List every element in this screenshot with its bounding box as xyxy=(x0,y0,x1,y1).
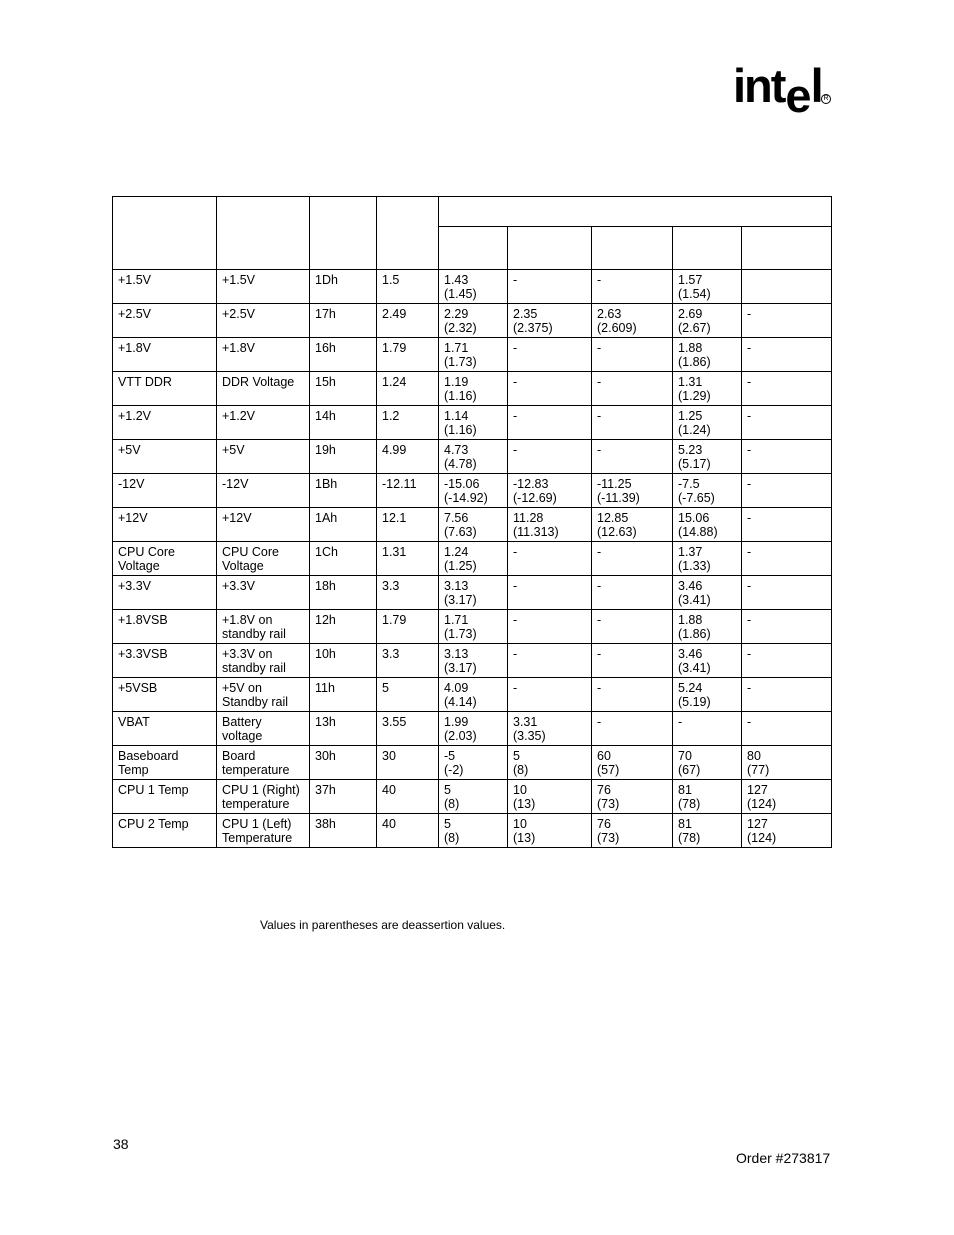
table-cell: -12V xyxy=(217,474,310,508)
table-cell: - xyxy=(742,338,832,372)
table-cell: +5VSB xyxy=(113,678,217,712)
table-cell: +1.8V on standby rail xyxy=(217,610,310,644)
table-row xyxy=(113,542,832,576)
table-cell: 1.24 xyxy=(377,372,439,406)
table-row xyxy=(113,814,832,848)
header-cell xyxy=(673,227,742,270)
table-cell: 10 (13) xyxy=(508,814,592,848)
table-cell: - xyxy=(742,712,832,746)
table-cell: - xyxy=(508,576,592,610)
header-row-1 xyxy=(113,197,832,227)
table-row xyxy=(113,678,832,712)
table-cell: CPU 2 Temp xyxy=(113,814,217,848)
table-cell: +1.5V xyxy=(113,270,217,304)
table-cell: - xyxy=(508,610,592,644)
table-cell: -12.11 xyxy=(377,474,439,508)
table-cell: 12.1 xyxy=(377,508,439,542)
table-cell: 4.73 (4.78) xyxy=(439,440,508,474)
table-cell: 14h xyxy=(310,406,377,440)
table-cell: +12V xyxy=(217,508,310,542)
table-cell: 1Ch xyxy=(310,542,377,576)
table-row xyxy=(113,440,832,474)
table-cell: 40 xyxy=(377,780,439,814)
table-cell: - xyxy=(742,304,832,338)
table-cell xyxy=(742,270,832,304)
table-cell: 12h xyxy=(310,610,377,644)
table-cell: - xyxy=(592,644,673,678)
header-cell-thresholds xyxy=(439,197,832,227)
table-cell: 1.2 xyxy=(377,406,439,440)
header-cell xyxy=(439,227,508,270)
table-row xyxy=(113,508,832,542)
table-cell: - xyxy=(592,270,673,304)
table-cell: -5 (-2) xyxy=(439,746,508,780)
table-cell: 2.69 (2.67) xyxy=(673,304,742,338)
table-cell: 1.31 xyxy=(377,542,439,576)
table-cell: 1.25 (1.24) xyxy=(673,406,742,440)
table-cell: 2.29 (2.32) xyxy=(439,304,508,338)
header-cell xyxy=(217,197,310,270)
header-cell xyxy=(592,227,673,270)
table-cell: CPU Core Voltage xyxy=(113,542,217,576)
table-cell: - xyxy=(742,508,832,542)
logo-text-l: l xyxy=(810,59,822,112)
table-cell: - xyxy=(592,712,673,746)
table-row xyxy=(113,610,832,644)
table-cell: Board temperature xyxy=(217,746,310,780)
table-cell: +3.3VSB xyxy=(113,644,217,678)
table-cell: 30 xyxy=(377,746,439,780)
table-cell: - xyxy=(742,542,832,576)
header-cell xyxy=(508,227,592,270)
table-cell: 60 (57) xyxy=(592,746,673,780)
table-cell: - xyxy=(592,610,673,644)
table-cell: 3.3 xyxy=(377,644,439,678)
page-number: 38 xyxy=(113,1136,129,1152)
table-cell: - xyxy=(508,338,592,372)
table-row xyxy=(113,372,832,406)
table-cell: 80 (77) xyxy=(742,746,832,780)
logo-text-e: e xyxy=(785,69,810,122)
table-cell: - xyxy=(508,644,592,678)
table-cell: 10h xyxy=(310,644,377,678)
table-cell: +3.3V on standby rail xyxy=(217,644,310,678)
table-cell: +12V xyxy=(113,508,217,542)
table-cell: 5 (8) xyxy=(439,814,508,848)
table-cell: +5V xyxy=(113,440,217,474)
table-cell: 1.57 (1.54) xyxy=(673,270,742,304)
table-cell: - xyxy=(742,678,832,712)
table-row xyxy=(113,338,832,372)
table-cell: - xyxy=(742,576,832,610)
table-cell: - xyxy=(508,440,592,474)
table-cell: CPU 1 (Left) Temperature xyxy=(217,814,310,848)
table-cell: - xyxy=(508,406,592,440)
table-cell: - xyxy=(592,542,673,576)
table-cell: -12.83 (-12.69) xyxy=(508,474,592,508)
table-cell: +1.8VSB xyxy=(113,610,217,644)
table-cell: 11.28 (11.313) xyxy=(508,508,592,542)
table-cell: 13h xyxy=(310,712,377,746)
table-cell: - xyxy=(673,712,742,746)
table-cell: 1.31 (1.29) xyxy=(673,372,742,406)
table-cell: 7.56 (7.63) xyxy=(439,508,508,542)
table-row xyxy=(113,406,832,440)
table-cell: 1.79 xyxy=(377,610,439,644)
table-cell: 15.06 (14.88) xyxy=(673,508,742,542)
table-cell: 81 (78) xyxy=(673,814,742,848)
table-cell: -7.5 (-7.65) xyxy=(673,474,742,508)
table-cell: 4.99 xyxy=(377,440,439,474)
table-cell: 2.35 (2.375) xyxy=(508,304,592,338)
table-cell: CPU Core Voltage xyxy=(217,542,310,576)
table-row xyxy=(113,576,832,610)
table-cell: CPU 1 (Right) temperature xyxy=(217,780,310,814)
table-cell: 1.88 (1.86) xyxy=(673,338,742,372)
table-cell: - xyxy=(742,440,832,474)
table-cell: 127 (124) xyxy=(742,814,832,848)
table-cell: 2.63 (2.609) xyxy=(592,304,673,338)
sensor-threshold-table xyxy=(112,196,832,848)
table-cell: +2.5V xyxy=(217,304,310,338)
table-row xyxy=(113,780,832,814)
table-cell: -11.25 (-11.39) xyxy=(592,474,673,508)
table-cell: 16h xyxy=(310,338,377,372)
table-cell: VBAT xyxy=(113,712,217,746)
table-row xyxy=(113,746,832,780)
table-cell: +1.2V xyxy=(217,406,310,440)
table-cell: 1.99 (2.03) xyxy=(439,712,508,746)
registered-mark-icon: R xyxy=(821,94,831,104)
table-row xyxy=(113,474,832,508)
header-cell xyxy=(113,197,217,270)
logo-wordmark xyxy=(733,58,822,122)
table-cell: - xyxy=(508,542,592,576)
table-footnote: Values in parentheses are deassertion values. xyxy=(260,918,506,932)
table-cell: +3.3V xyxy=(217,576,310,610)
header-cell xyxy=(310,197,377,270)
header-cell xyxy=(742,227,832,270)
table-cell: +5V on Standby rail xyxy=(217,678,310,712)
table-cell: 17h xyxy=(310,304,377,338)
table-cell: 1Bh xyxy=(310,474,377,508)
table-cell: 3.46 (3.41) xyxy=(673,644,742,678)
table-cell: - xyxy=(592,338,673,372)
table-cell: 30h xyxy=(310,746,377,780)
table-cell: - xyxy=(508,270,592,304)
table-cell: - xyxy=(592,576,673,610)
table-cell: 1.71 (1.73) xyxy=(439,338,508,372)
table-cell: 3.3 xyxy=(377,576,439,610)
table-cell: 1.5 xyxy=(377,270,439,304)
table-cell: - xyxy=(742,644,832,678)
table-cell: +5V xyxy=(217,440,310,474)
table-cell: Battery voltage xyxy=(217,712,310,746)
table-cell: - xyxy=(742,474,832,508)
table-cell: 1.37 (1.33) xyxy=(673,542,742,576)
table-cell: - xyxy=(592,678,673,712)
table-cell: 70 (67) xyxy=(673,746,742,780)
table-row xyxy=(113,712,832,746)
table-cell: +1.8V xyxy=(217,338,310,372)
table-cell: 5 (8) xyxy=(439,780,508,814)
table-cell: 3.13 (3.17) xyxy=(439,576,508,610)
table-cell: 12.85 (12.63) xyxy=(592,508,673,542)
table-row xyxy=(113,270,832,304)
table-cell: 5.23 (5.17) xyxy=(673,440,742,474)
table-cell: 1.71 (1.73) xyxy=(439,610,508,644)
table-row xyxy=(113,304,832,338)
table-cell: +1.5V xyxy=(217,270,310,304)
table-cell: 5 xyxy=(377,678,439,712)
table-cell: 81 (78) xyxy=(673,780,742,814)
table-cell: 1.24 (1.25) xyxy=(439,542,508,576)
table-cell: 1.14 (1.16) xyxy=(439,406,508,440)
table-cell: -15.06 (-14.92) xyxy=(439,474,508,508)
table-cell: - xyxy=(742,372,832,406)
table-cell: 11h xyxy=(310,678,377,712)
table-cell: - xyxy=(508,678,592,712)
table-cell: - xyxy=(592,440,673,474)
table-cell: 37h xyxy=(310,780,377,814)
table-cell: 3.13 (3.17) xyxy=(439,644,508,678)
table-cell: -12V xyxy=(113,474,217,508)
table-cell: 3.31 (3.35) xyxy=(508,712,592,746)
table-cell: 5.24 (5.19) xyxy=(673,678,742,712)
table-cell: 3.46 (3.41) xyxy=(673,576,742,610)
table-cell: 1Ah xyxy=(310,508,377,542)
table-body xyxy=(113,197,832,848)
table-row xyxy=(113,644,832,678)
table-cell: 1.19 (1.16) xyxy=(439,372,508,406)
table-cell: +1.8V xyxy=(113,338,217,372)
table-cell: 18h xyxy=(310,576,377,610)
table-cell: +1.2V xyxy=(113,406,217,440)
table-cell: CPU 1 Temp xyxy=(113,780,217,814)
table-cell: 127 (124) xyxy=(742,780,832,814)
header-cell xyxy=(377,197,439,270)
order-number: Order #273817 xyxy=(736,1150,831,1166)
table-cell: - xyxy=(592,406,673,440)
table-cell: VTT DDR xyxy=(113,372,217,406)
table-cell: 76 (73) xyxy=(592,814,673,848)
table-cell: 4.09 (4.14) xyxy=(439,678,508,712)
table-cell: 1.43 (1.45) xyxy=(439,270,508,304)
table-cell: 40 xyxy=(377,814,439,848)
table-cell: DDR Voltage xyxy=(217,372,310,406)
table-cell: 1Dh xyxy=(310,270,377,304)
table-cell: - xyxy=(742,406,832,440)
table-cell: 5 (8) xyxy=(508,746,592,780)
table-cell: 2.49 xyxy=(377,304,439,338)
table-cell: - xyxy=(508,372,592,406)
table-cell: +2.5V xyxy=(113,304,217,338)
table-cell: 19h xyxy=(310,440,377,474)
table-cell: - xyxy=(592,372,673,406)
table-cell: 15h xyxy=(310,372,377,406)
intel-logo xyxy=(733,58,833,122)
table-cell: 1.79 xyxy=(377,338,439,372)
table-cell: 76 (73) xyxy=(592,780,673,814)
table-cell: 3.55 xyxy=(377,712,439,746)
table-cell: - xyxy=(742,610,832,644)
table-cell: +3.3V xyxy=(113,576,217,610)
table-cell: 10 (13) xyxy=(508,780,592,814)
logo-text-int: int xyxy=(733,59,785,112)
table-cell: 1.88 (1.86) xyxy=(673,610,742,644)
table-cell: Baseboard Temp xyxy=(113,746,217,780)
table-cell: 38h xyxy=(310,814,377,848)
